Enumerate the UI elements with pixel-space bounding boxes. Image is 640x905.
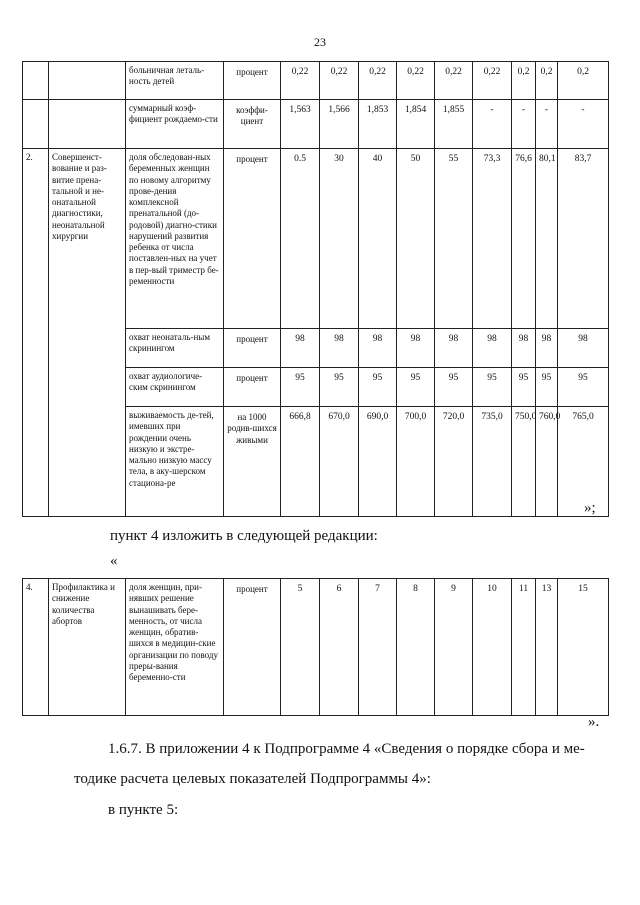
closing-quote: ». [588, 714, 600, 730]
unit-cell: процент [224, 62, 281, 100]
value-cell: 15 [558, 579, 609, 716]
value-cell: 95 [536, 368, 558, 407]
opening-quote: « [110, 553, 118, 569]
value-cell: 10 [473, 579, 512, 716]
value-cell: 0,2 [536, 62, 558, 100]
value-cell: 0,22 [473, 62, 512, 100]
value-cell: 95 [435, 368, 473, 407]
value-cell: 0,22 [435, 62, 473, 100]
value-cell: 50 [397, 149, 435, 329]
abortion-indicator-table [22, 578, 609, 716]
value-cell: 0,22 [281, 62, 320, 100]
instruction-text: пункт 4 изложить в следующей редакции: [110, 528, 378, 544]
value-cell: 735,0 [473, 407, 512, 517]
indicator-cell: охват неонаталь-ным скринингом [126, 329, 224, 368]
value-cell: 95 [320, 368, 359, 407]
value-cell: 40 [359, 149, 397, 329]
closing-quote: »; [584, 500, 596, 516]
value-cell: 0.5 [281, 149, 320, 329]
row-number-cell: 4. [23, 579, 49, 716]
row-number-cell [23, 62, 49, 100]
value-cell: 720,0 [435, 407, 473, 517]
table-row [23, 62, 609, 100]
value-cell: 98 [558, 329, 609, 368]
value-cell: 95 [359, 368, 397, 407]
value-cell: 670,0 [320, 407, 359, 517]
value-cell: 95 [397, 368, 435, 407]
value-cell: 765,0 [558, 407, 609, 517]
task-cell [49, 100, 126, 149]
unit-cell: на 1000 родив-шихся живыми [224, 407, 281, 517]
table-row [23, 149, 609, 329]
value-cell: 13 [536, 579, 558, 716]
value-cell: 0,2 [558, 62, 609, 100]
unit-cell: процент [224, 329, 281, 368]
value-cell: 83,7 [558, 149, 609, 329]
unit-cell: коэффи-циент [224, 100, 281, 149]
value-cell: 95 [512, 368, 536, 407]
indicator-cell: выживаемость де-тей, имевших при рождении очень низкую и экстре-мально низкую массу тела, в аку-шерском стациона-ре [126, 407, 224, 517]
value-cell: 0,2 [512, 62, 536, 100]
value-cell: 760,0 [536, 407, 558, 517]
value-cell: - [558, 100, 609, 149]
value-cell: 5 [281, 579, 320, 716]
value-cell: 9 [435, 579, 473, 716]
value-cell: - [473, 100, 512, 149]
indicator-cell: суммарный коэф-фициент рождаемо-сти [126, 100, 224, 149]
table-row [23, 579, 609, 716]
task-cell: Совершенст-вование и раз-витие прена-тальной и не-онатальной диагностики, неонатальной хирургии [49, 149, 126, 517]
value-cell: 0,22 [320, 62, 359, 100]
value-cell: 98 [281, 329, 320, 368]
value-cell: - [512, 100, 536, 149]
value-cell: 76,6 [512, 149, 536, 329]
value-cell: 30 [320, 149, 359, 329]
value-cell: 95 [281, 368, 320, 407]
value-cell: 98 [512, 329, 536, 368]
indicators-table-continued [22, 61, 609, 517]
value-cell: 98 [473, 329, 512, 368]
task-cell [49, 62, 126, 100]
value-cell: 1,855 [435, 100, 473, 149]
value-cell: 98 [435, 329, 473, 368]
unit-cell: процент [224, 149, 281, 329]
value-cell: 7 [359, 579, 397, 716]
value-cell: 0,22 [359, 62, 397, 100]
indicator-cell: доля женщин, при-нявших решение вынашивать бере-менность, от числа женщин, обратив-шихся в медицин-ские организации по поводу преры-вания беременно-сти [126, 579, 224, 716]
value-cell: 98 [397, 329, 435, 368]
paragraph-line: в пункте 5: [108, 802, 179, 818]
value-cell: 80,1 [536, 149, 558, 329]
task-cell: Профилактика и снижение количества абортов [49, 579, 126, 716]
indicator-cell: больничная леталь-ность детей [126, 62, 224, 100]
value-cell: 1,563 [281, 100, 320, 149]
indicator-cell: доля обследован-ных беременных женщин по новому алгоритму прове-дения комплексной пренатальной (до-родовой) диагно-стики нарушений развития ребенка от числа поставлен-ных на учет в пер-вый триместр бе-ременности [126, 149, 224, 329]
paragraph-line: тодике расчета целевых показателей Подпрограммы 4»: [74, 771, 431, 787]
value-cell: 1,853 [359, 100, 397, 149]
row-number-cell [23, 100, 49, 149]
page-number: 23 [314, 35, 326, 49]
value-cell: - [536, 100, 558, 149]
table-row [23, 100, 609, 149]
paragraph-line: 1.6.7. В приложении 4 к Подпрограмме 4 «Сведения о порядке сбора и ме- [108, 741, 585, 757]
indicator-cell: охват аудиологиче-ским скринингом [126, 368, 224, 407]
value-cell: 8 [397, 579, 435, 716]
value-cell: 95 [558, 368, 609, 407]
unit-cell: процент [224, 579, 281, 716]
unit-cell: процент [224, 368, 281, 407]
value-cell: 0,22 [397, 62, 435, 100]
value-cell: 6 [320, 579, 359, 716]
value-cell: 55 [435, 149, 473, 329]
value-cell: 666,8 [281, 407, 320, 517]
value-cell: 98 [359, 329, 397, 368]
value-cell: 98 [536, 329, 558, 368]
value-cell: 690,0 [359, 407, 397, 517]
value-cell: 73,3 [473, 149, 512, 329]
value-cell: 11 [512, 579, 536, 716]
value-cell: 95 [473, 368, 512, 407]
value-cell: 700,0 [397, 407, 435, 517]
value-cell: 750,0 [512, 407, 536, 517]
row-number-cell: 2. [23, 149, 49, 517]
value-cell: 98 [320, 329, 359, 368]
value-cell: 1,566 [320, 100, 359, 149]
value-cell: 1,854 [397, 100, 435, 149]
